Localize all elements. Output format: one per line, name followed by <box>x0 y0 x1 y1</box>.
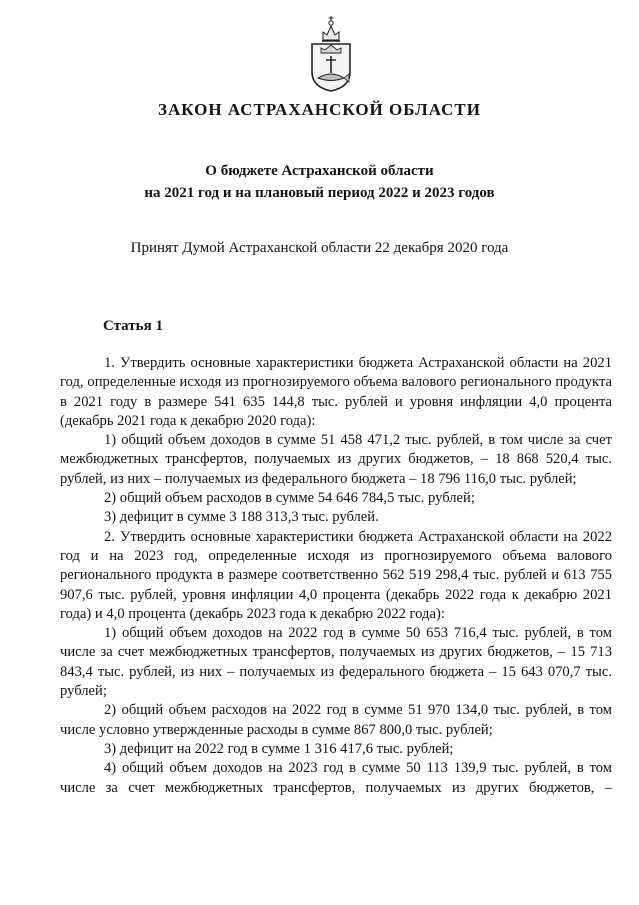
astrakhan-coat-of-arms-icon <box>303 10 359 94</box>
law-title: ЗАКОН АСТРАХАНСКОЙ ОБЛАСТИ <box>157 100 481 119</box>
article-body <box>60 354 612 798</box>
law-subtitle <box>0 160 639 204</box>
law-subtitle-line-2: на 2021 год и на плановый период 2022 и 2023 годов <box>144 185 495 201</box>
paragraph: 2. Утвердить основные характеристики бюджета Астраханской области на 2022 год и на 2023 год, определенные исходя из прогнозируемого объема валового регионального продукта в размере соответственно 562 519 298,4 тыс. рублей и 613 755 907,6 тыс. рублей, уровня инфляции 4,0 процента (декабрь 2022 года к декабрю 2021 года) и 4,0 процента (декабрь 2023 года к декабрю 2022 года): <box>60 528 612 622</box>
article-heading: Статья 1 <box>103 318 163 334</box>
law-subtitle-line-1: О бюджете Астраханской области <box>205 163 434 179</box>
paragraph: 1) общий объем доходов на 2022 год в сумме 50 653 716,4 тыс. рублей, в том числе за счет межбюджетных трансфертов, получаемых из других бюджетов, – 15 713 843,4 тыс. рублей, из них – получаемых из федерального бюджета – 15 643 070,7 тыс. рублей; <box>60 625 612 700</box>
paragraph: 3) дефицит в сумме 3 188 313,3 тыс. рублей. <box>104 509 379 526</box>
paragraph: 1) общий объем доходов в сумме 51 458 471,2 тыс. рублей, в том числе за счет межбюджетных трансфертов, получаемых из других бюджетов, – 18 868 520,4 тыс. рублей, из них – получаемых из федерального бюджета – 18 796 116,0 тыс. рублей; <box>60 432 612 487</box>
paragraph: 2) общий объем расходов в сумме 54 646 784,5 тыс. рублей; <box>104 490 475 507</box>
paragraph: 3) дефицит на 2022 год в сумме 1 316 417,6 тыс. рублей; <box>104 740 454 757</box>
paragraph: 4) общий объем доходов на 2023 год в сумме 50 113 139,9 тыс. рублей, в том числе за счет межбюджетных трансфертов, получаемых из других бюджетов, – <box>60 760 612 796</box>
paragraph: 1. Утвердить основные характеристики бюджета Астраханской области на 2021 год, определенные исходя из прогнозируемого объема валового регионального продукта в 2021 году в размере 541 635 144,8 тыс. рублей и уровня инфляции 4,0 процента (декабрь 2021 года к декабрю 2020 года): <box>60 355 612 429</box>
paragraph: 2) общий объем расходов на 2022 год в сумме 51 970 134,0 тыс. рублей, в том числе условно утвержденные расходы в сумме 867 800,0 тыс. рублей; <box>60 702 612 738</box>
adoption-statement: Принят Думой Астраханской области 22 декабря 2020 года <box>130 240 509 256</box>
